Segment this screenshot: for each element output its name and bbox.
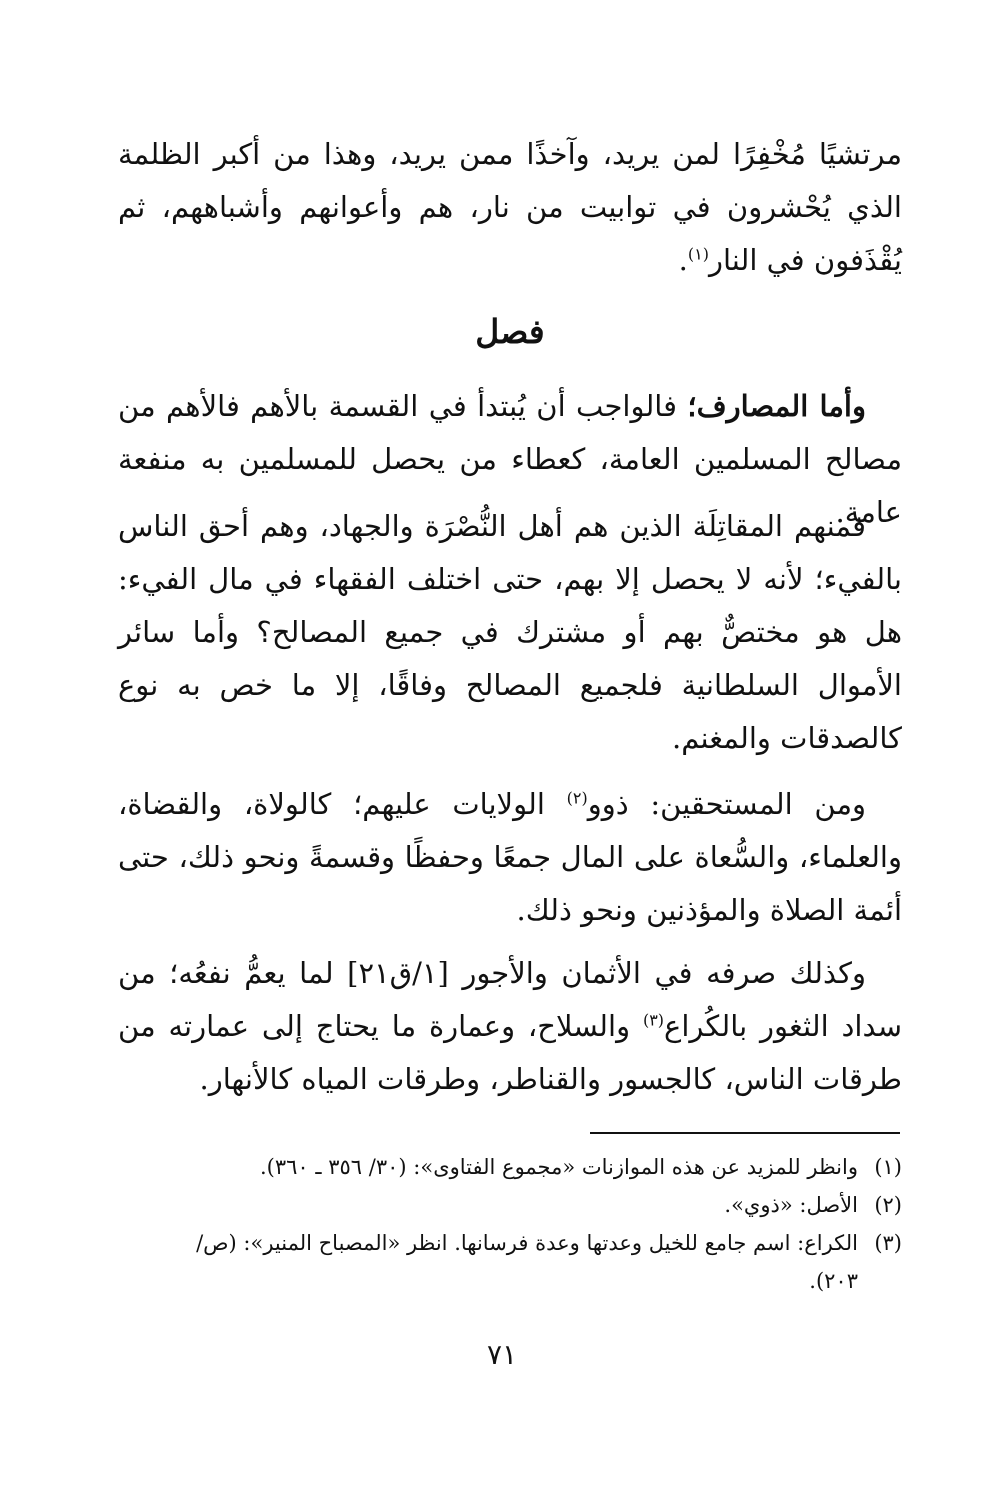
paragraph-athman	[118, 947, 902, 1106]
paragraph-text-a: وكذلك صرفه في الأثمان والأجور [١/ق٢١] لما يعمُّ نفعُه؛ من سداد الثغور بالكُراع	[118, 956, 902, 1043]
footnote-marker-1: (١)	[687, 244, 709, 264]
paragraph-continuation	[118, 128, 902, 287]
paragraph-muqatila	[118, 500, 902, 765]
footnote-marker-2: (٢)	[566, 788, 588, 808]
footnote-2	[160, 1186, 902, 1224]
section-heading: فصل	[475, 312, 545, 351]
paragraph-text-b: الولايات عليهم؛ كالولاة، والقضاة، والعلماء، والسُّعاة على المال جمعًا وحفظًا وقسمةً ونحو ذلك، حتى أئمة الصلاة والمؤذنين ونحو ذلك.	[118, 787, 902, 927]
footnote-separator	[590, 1132, 900, 1134]
paragraph-lead-bold: وأما المصارف؛	[687, 389, 866, 423]
paragraph-mustahiqqin	[118, 778, 902, 937]
paragraph-text: فمنهم المقاتِلَة الذين هم أهل النُّصْرَة والجهاد، وهم أحق الناس بالفيء؛ لأنه لا يحصل إلا بهم، حتى اختلف الفقهاء في مال الفيء: هل هو مختصٌّ بهم أو مشترك في جميع المصالح؟ وأما سائر الأموال السلطانية فلجميع المصالح وفاقًا، إلا ما خص به نوع كالصدقات والمغنم.	[118, 509, 902, 755]
footnote-number: (٢)	[874, 1193, 902, 1217]
page-number: ٧١	[486, 1338, 518, 1371]
footnotes	[160, 1148, 902, 1300]
footnote-marker-3: (٣)	[642, 1010, 665, 1030]
footnote-number: (١)	[874, 1155, 902, 1179]
footnote-number: (٣)	[874, 1231, 902, 1255]
footnote-text: الكراع: اسم جامع للخيل وعدتها وعدة فرسانها. انظر «المصباح المنير»: (ص/ ٢٠٣).	[196, 1231, 858, 1293]
footnote-text: وانظر للمزيد عن هذه الموازنات «مجموع الفتاوى»: (٣٠/ ٣٥٦ ـ ٣٦٠).	[260, 1155, 858, 1179]
paragraph-text: فالواجب أن يُبتدأ في القسمة بالأهم فالأهم من مصالح المسلمين العامة، كعطاء من يحصل للمسلمين به منفعة عامة.	[118, 389, 902, 529]
paragraph-text-a: ومن المستحقين: ذوو	[587, 787, 866, 821]
footnote-text: الأصل: «ذوي».	[724, 1193, 858, 1217]
footnote-1	[160, 1148, 902, 1186]
paragraph-text-b: والسلاح، وعمارة ما يحتاج إلى عمارته من طرقات الناس، كالجسور والقناطر، وطرقات المياه كالأنهار.	[118, 1009, 902, 1096]
footnote-3	[160, 1224, 902, 1300]
paragraph-text: مرتشيًا مُخْفِرًا لمن يريد، وآخذًا ممن يريد، وهذا من أكبر الظلمة الذي يُحْشرون في توابيت من نار، هم وأعوانهم وأشباههم، ثم يُقْذَفون في النار	[118, 137, 902, 277]
paragraph-end: .	[678, 243, 688, 277]
